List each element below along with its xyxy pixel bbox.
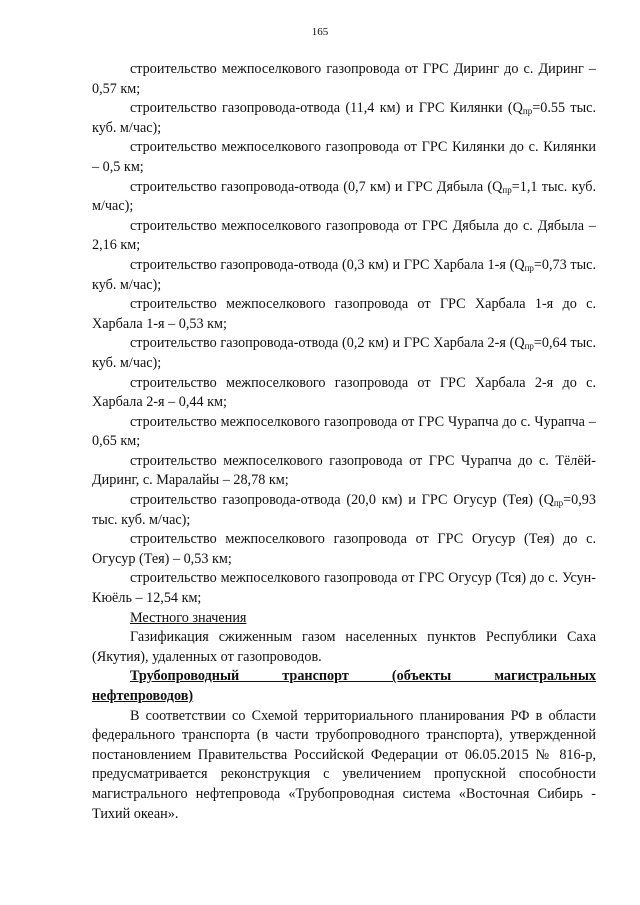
subscript: пр bbox=[502, 184, 512, 195]
list-item: строительство межпоселкового газопровода от ГРС Дябыла до с. Дябыла – 2,16 км; bbox=[92, 217, 596, 254]
pipeline-paragraph: В соответствии со Схемой территориального планирования РФ в области федерального транспорта (в части трубопроводного транспорта), утвержденной постановлением Правительства Российской Федерации от 06.05.2015 № 816-р, предусматривается реконструкция с увеличением пропускной способности магистрального нефтепровода «Трубопроводная система «Восточная Сибирь - Тихий океан». bbox=[92, 707, 596, 822]
list-item: строительство межпоселкового газопровода от ГРС Харбала 1-я до с. Харбала 1-я – 0,53 км; bbox=[92, 296, 596, 332]
list-item: строительство межпоселкового газопровода от ГРС Чурапча до с. Тёлёй-Диринг, с. Маралайы – 28,78 км; bbox=[92, 452, 596, 489]
list-item-text: строительство газопровода-отвода (11,4 км) и ГРС Килянки (Q bbox=[130, 100, 523, 117]
list-item-text: =0,73 тыс. куб. м/час); bbox=[92, 256, 597, 293]
list-item-text: строительство газопровода-отвода (0,3 км) и ГРС Харбала 1-я (Q bbox=[130, 256, 525, 273]
subscript: пр bbox=[524, 262, 534, 273]
pipeline-heading-continuation: нефтепроводов) bbox=[92, 688, 194, 704]
list-item-text: =1,1 тыс. куб. м/час); bbox=[92, 178, 596, 215]
subscript: пр bbox=[553, 498, 564, 509]
list-item: строительство межпоселкового газопровода от ГРС Чурапча до с. Чурапча – 0,65 км; bbox=[92, 413, 596, 450]
list-item-text: строительство газопровода-отвода (20,0 км) и ГРС Огусур (Тея) (Q bbox=[130, 492, 554, 509]
list-item-text: =0,64 тыс. куб. м/час); bbox=[92, 335, 597, 371]
list-item: строительство межпоселкового газопровода от ГРС Килянки до с. Килянки – 0,5 км; bbox=[92, 139, 596, 175]
list-item bbox=[92, 178, 596, 217]
list-item: строительство межпоселкового газопровода от ГРС Харбала 2-я до с. Харбала 2-я – 0,44 км; bbox=[92, 374, 596, 411]
list-item-text: строительство газопровода-отвода (0,2 км) и ГРС Харбала 2-я (Q bbox=[130, 335, 525, 352]
pipeline-heading: Трубопроводный транспорт (объекты магистральных bbox=[130, 668, 596, 685]
list-item bbox=[92, 334, 596, 373]
list-item bbox=[92, 99, 596, 138]
local-heading bbox=[92, 609, 596, 629]
list-item-text: =0,93 тыс. куб. м/час); bbox=[92, 492, 596, 528]
local-paragraph: Газификация сжиженным газом населенных пунктов Республики Саха (Якутия), удаленных от газопроводов. bbox=[92, 629, 596, 665]
list-item: строительство межпоселкового газопровода от ГРС Диринг до с. Диринг – 0,57 км; bbox=[92, 61, 596, 97]
list-item: строительство межпоселкового газопровода от ГРС Огусур (Тся) до с. Усун-Кюёль – 12,54 км; bbox=[92, 570, 596, 607]
local-heading-text: Местного значения bbox=[130, 609, 247, 626]
list-item bbox=[92, 491, 596, 530]
list-item-text: =0.55 тыс. куб. м/час); bbox=[92, 100, 596, 136]
list-item-text: строительство газопровода-отвода (0,7 км) и ГРС Дябыла (Q bbox=[130, 178, 503, 195]
list-item: строительство межпоселкового газопровода от ГРС Огусур (Тея) до с. Огусур (Тея) – 0,53 км; bbox=[92, 531, 596, 567]
subscript: пр bbox=[524, 341, 534, 352]
document-body bbox=[92, 60, 596, 824]
page-number: 165 bbox=[311, 26, 329, 38]
subscript: пр bbox=[522, 106, 533, 117]
list-item bbox=[92, 256, 596, 295]
